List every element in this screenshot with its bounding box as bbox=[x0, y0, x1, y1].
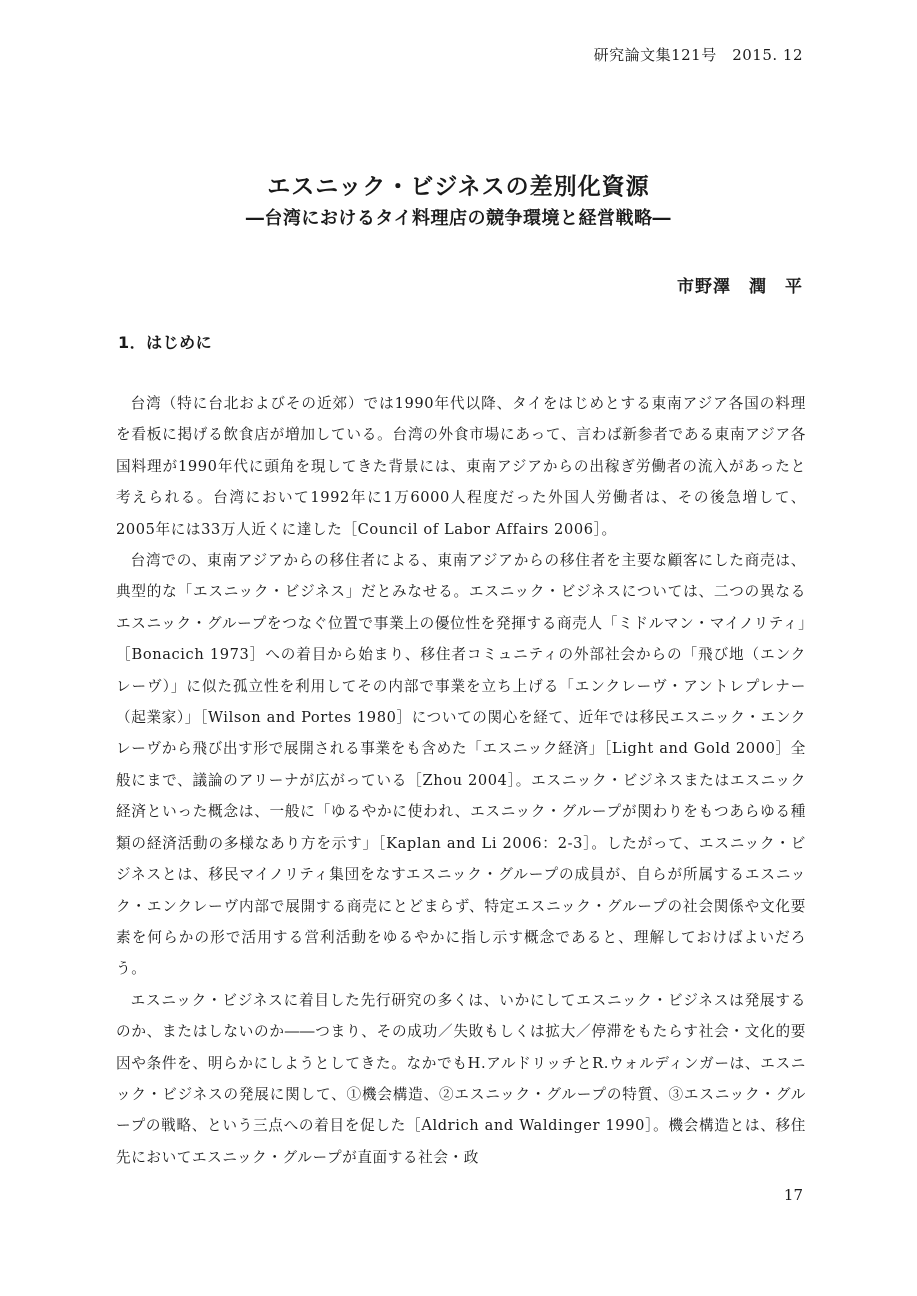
title-block bbox=[0, 172, 917, 232]
article-subtitle: ―台湾におけるタイ料理店の競争環境と経営戦略― bbox=[245, 208, 672, 229]
section-heading: 1．はじめに bbox=[118, 333, 213, 352]
running-head: 研究論文集121号 2015. 12 bbox=[593, 46, 803, 64]
paragraph: 台湾（特に台北およびその近郊）では1990年代以降、タイをはじめとする東南アジア各国の料理を看板に掲げる飲食店が増加している。台湾の外食市場にあって、言わば新参者である東南アジア各国料理が1990年代に頭角を現してきた背景には、東南アジアからの出稼ぎ労働者の流入があったと考えられる。台湾において1992年に1万6000人程度だった外国人労働者は、その後急増して、2005年には33万人近くに達した［Council of Labor Affairs 2006］。 bbox=[116, 395, 806, 538]
body-text bbox=[116, 388, 806, 1173]
paragraph: 台湾での、東南アジアからの移住者による、東南アジアからの移住者を主要な顧客にした商売は、典型的な「エスニック・ビジネス」だとみなせる。エスニック・ビジネスについては、二つの異なるエスニック・グループをつなぐ位置で事業上の優位性を発揮する商売人「ミドルマン・マイノリティ」［Bonacich 1973］への着目から始まり、移住者コミュニティの外部社会からの「飛び地（エンクレーヴ）」に似た孤立性を利用してその内部で事業を立ち上げる「エンクレーヴ・アントレプレナー（起業家）」［Wilson and Portes 1980］についての関心を経て、近年では移民エスニック・エンクレーヴから飛び出す形で展開される事業をも含めた「エスニック経済」［Light and Gold 2000］全般にまで、議論のアリーナが広がっている［Zhou 2004］。エスニック・ビジネスまたはエスニック経済といった概念は、一般に「ゆるやかに使われ、エスニック・グループが関わりをもつあらゆる種類の経済活動の多様なあり方を示す」［Kaplan and Li 2006：2-3］。したがって、エスニック・ビジネスとは、移民マイノリティ集団をなすエスニック・グループの成員が、自らが所属するエスニック・エンクレーヴ内部で展開する商売にとどまらず、特定エスニック・グループの社会関係や文化要素を何らかの形で活用する営利活動をゆるやかに指し示す概念であると、理解しておけばよいだろう。 bbox=[116, 552, 806, 978]
article-title: エスニック・ビジネスの差別化資源 bbox=[267, 174, 650, 200]
author-name: 市野澤 潤 平 bbox=[677, 277, 803, 297]
paragraph: エスニック・ビジネスに着目した先行研究の多くは、いかにしてエスニック・ビジネスは発展するのか、またはしないのか――つまり、その成功／失敗もしくは拡大／停滞をもたらす社会・文化的要因や条件を、明らかにしようとしてきた。なかでもH.アルドリッチとR.ウォルディンガーは、エスニック・ビジネスの発展に関して、①機会構造、②エスニック・グループの特質、③エスニック・グループの戦略、という三点への着目を促した［Aldrich and Waldinger 1990］。機会構造とは、移住先においてエスニック・グループが直面する社会・政 bbox=[116, 991, 806, 1166]
page-number: 17 bbox=[783, 1186, 803, 1204]
